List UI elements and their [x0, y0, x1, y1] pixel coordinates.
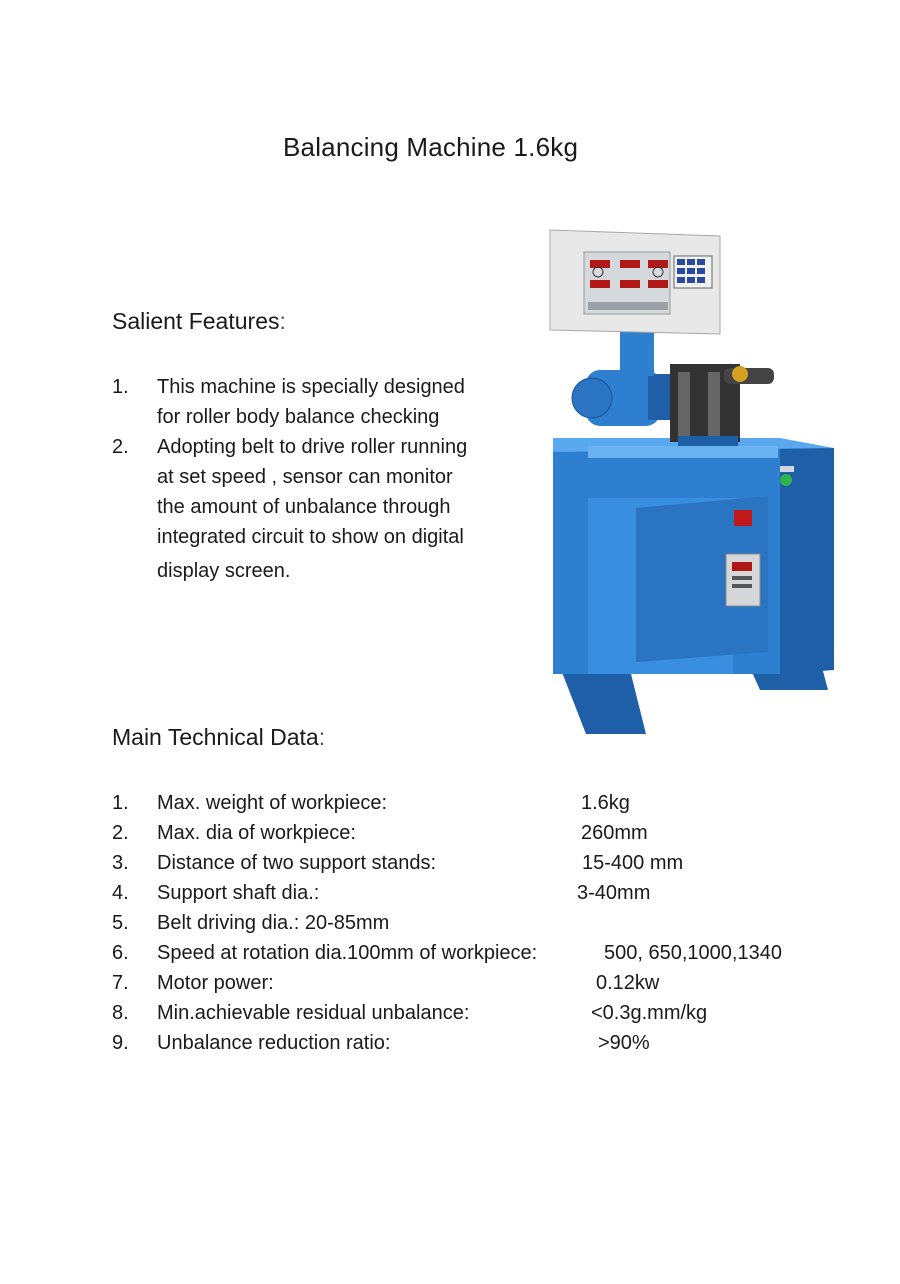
spec-label: Belt driving dia.: 20-85mm: [157, 912, 390, 934]
spec-number: 1.: [112, 792, 129, 814]
spec-label: Max. dia of workpiece:: [157, 822, 356, 844]
spec-value: >90%: [598, 1032, 650, 1054]
feature-line: display screen.: [157, 560, 291, 582]
features-heading: [112, 308, 286, 335]
spec-number: 8.: [112, 1002, 129, 1024]
feature-line: integrated circuit to show on digital: [157, 526, 464, 548]
specs-list: [112, 788, 900, 1058]
feature-item: [112, 372, 557, 432]
spec-label: Motor power:: [157, 972, 274, 994]
spec-label: Min.achievable residual unbalance:: [157, 1002, 470, 1024]
specs-heading-text: Main Technical Data: [112, 724, 319, 750]
feature-number: 2.: [112, 436, 129, 458]
spec-number: 7.: [112, 972, 129, 994]
spec-number: 9.: [112, 1032, 129, 1054]
spec-row: [112, 788, 900, 818]
spec-value: 15-400 mm: [582, 852, 684, 874]
spec-number: 2.: [112, 822, 129, 844]
feature-number: 1.: [112, 376, 129, 398]
spec-number: 6.: [112, 942, 129, 964]
spec-row: [112, 938, 900, 968]
spec-value: 260mm: [581, 822, 648, 844]
spec-label: Speed at rotation dia.100mm of workpiece:: [157, 942, 538, 964]
feature-line: This machine is specially designed: [157, 376, 465, 398]
spec-label: Unbalance reduction ratio:: [157, 1032, 391, 1054]
feature-line: at set speed , sensor can monitor: [157, 466, 453, 488]
specs-heading-colon: :: [318, 724, 326, 750]
spec-label: Distance of two support stands:: [157, 852, 437, 874]
spec-value: 0.12kw: [596, 972, 660, 994]
features-list: [112, 372, 557, 586]
spec-row: [112, 878, 900, 908]
feature-line: for roller body balance checking: [157, 406, 440, 428]
spec-number: 5.: [112, 912, 129, 934]
feature-line: Adopting belt to drive roller running: [157, 436, 468, 458]
balancing-machine-photo: [528, 222, 858, 740]
spec-value: 500, 650,1000,1340: [604, 942, 782, 964]
spec-row: [112, 848, 900, 878]
spec-row: [112, 968, 900, 998]
features-heading-text: Salient Features: [112, 308, 280, 334]
spec-row: [112, 908, 900, 938]
spec-number: 3.: [112, 852, 129, 874]
specs-heading: [112, 724, 325, 751]
page-title: Balancing Machine 1.6kg: [283, 132, 579, 162]
feature-line: the amount of unbalance through: [157, 496, 451, 518]
spec-value: <0.3g.mm/kg: [591, 1002, 708, 1024]
feature-item: [112, 432, 557, 586]
spec-label: Max. weight of workpiece:: [157, 792, 388, 814]
spec-row: [112, 818, 900, 848]
spec-row: [112, 998, 900, 1028]
features-heading-colon: :: [279, 308, 286, 334]
spec-value: 1.6kg: [581, 792, 630, 814]
spec-value: 3-40mm: [577, 882, 651, 904]
spec-number: 4.: [112, 882, 129, 904]
spec-label: Support shaft dia.:: [157, 882, 320, 904]
spec-row: [112, 1028, 900, 1058]
